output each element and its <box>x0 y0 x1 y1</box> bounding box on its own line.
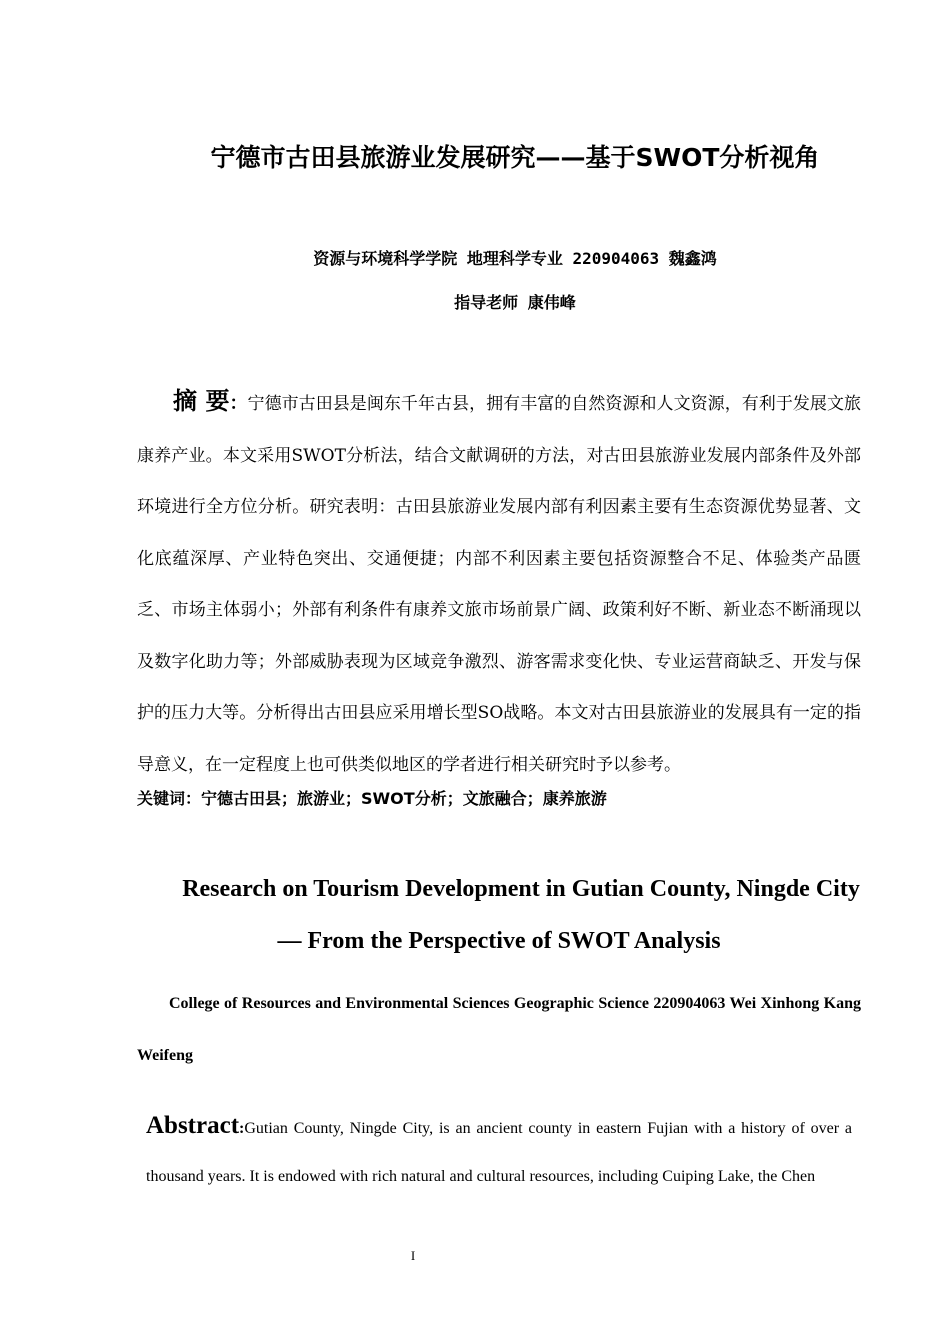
chinese-keywords: 关键词：宁德古田县；旅游业；SWOT分析；文旅融合；康养旅游 <box>137 789 607 808</box>
english-abstract-text: Gutian County, Ningde City, is an ancient county in eastern Fujian with a history of over a thousand years. It is endowed with rich natural and cultural resources, including Cuiping Lake, the Chen <box>146 1120 852 1185</box>
chinese-title-text: 宁德市古田县旅游业发展研究——基于SWOT分析视角 <box>210 143 820 172</box>
english-title-line-1: Research on Tourism Development in Gutian County, Ningde City <box>182 876 860 902</box>
chinese-advisor-line: 指导老师 康伟峰 <box>454 293 576 312</box>
english-abstract-heading: Abstract <box>146 1112 240 1139</box>
english-title-line-2: — From the Perspective of SWOT Analysis <box>277 928 721 954</box>
english-abstract-colon: : <box>239 1120 245 1137</box>
page-number: I <box>410 1248 416 1263</box>
english-author-line: College of Resources and Environmental Sciences Geographic Science 220904063 Wei Xinhong Kang Weifeng <box>137 995 861 1064</box>
chinese-abstract-colon: ： <box>229 393 248 414</box>
chinese-abstract-text: 宁德市古田县是闽东千年古县，拥有丰富的自然资源和人文资源，有利于发展文旅康养产业。本文采用SWOT分析法，结合文献调研的方法，对古田县旅游业发展内部条件及外部环境进行全方位分析。研究表明：古田县旅游业发展内部有利因素主要有生态资源优势显著、文化底蕴深厚、产业特色突出、交通便捷；内部不利因素主要包括资源整合不足、体验类产品匮乏、市场主体弱小；外部有利条件有康养文旅市场前景广阔、政策利好不断、新业态不断涌现以及数字化助力等；外部威胁表现为区域竞争激烈、游客需求变化快、专业运营商缺乏、开发与保护的压力大等。分析得出古田县应采用增长型SO战略。本文对古田县旅游业的发展具有一定的指导意义，在一定程度上也可供类似地区的学者进行相关研究时予以参考。 <box>137 394 862 775</box>
chinese-author-line: 资源与环境科学学院 地理科学专业 220904063 魏鑫鸿 <box>313 249 717 268</box>
chinese-abstract-heading: 摘 要 <box>173 387 230 415</box>
chinese-abstract <box>137 376 861 791</box>
english-abstract <box>146 1102 852 1201</box>
chinese-title <box>0 138 950 174</box>
